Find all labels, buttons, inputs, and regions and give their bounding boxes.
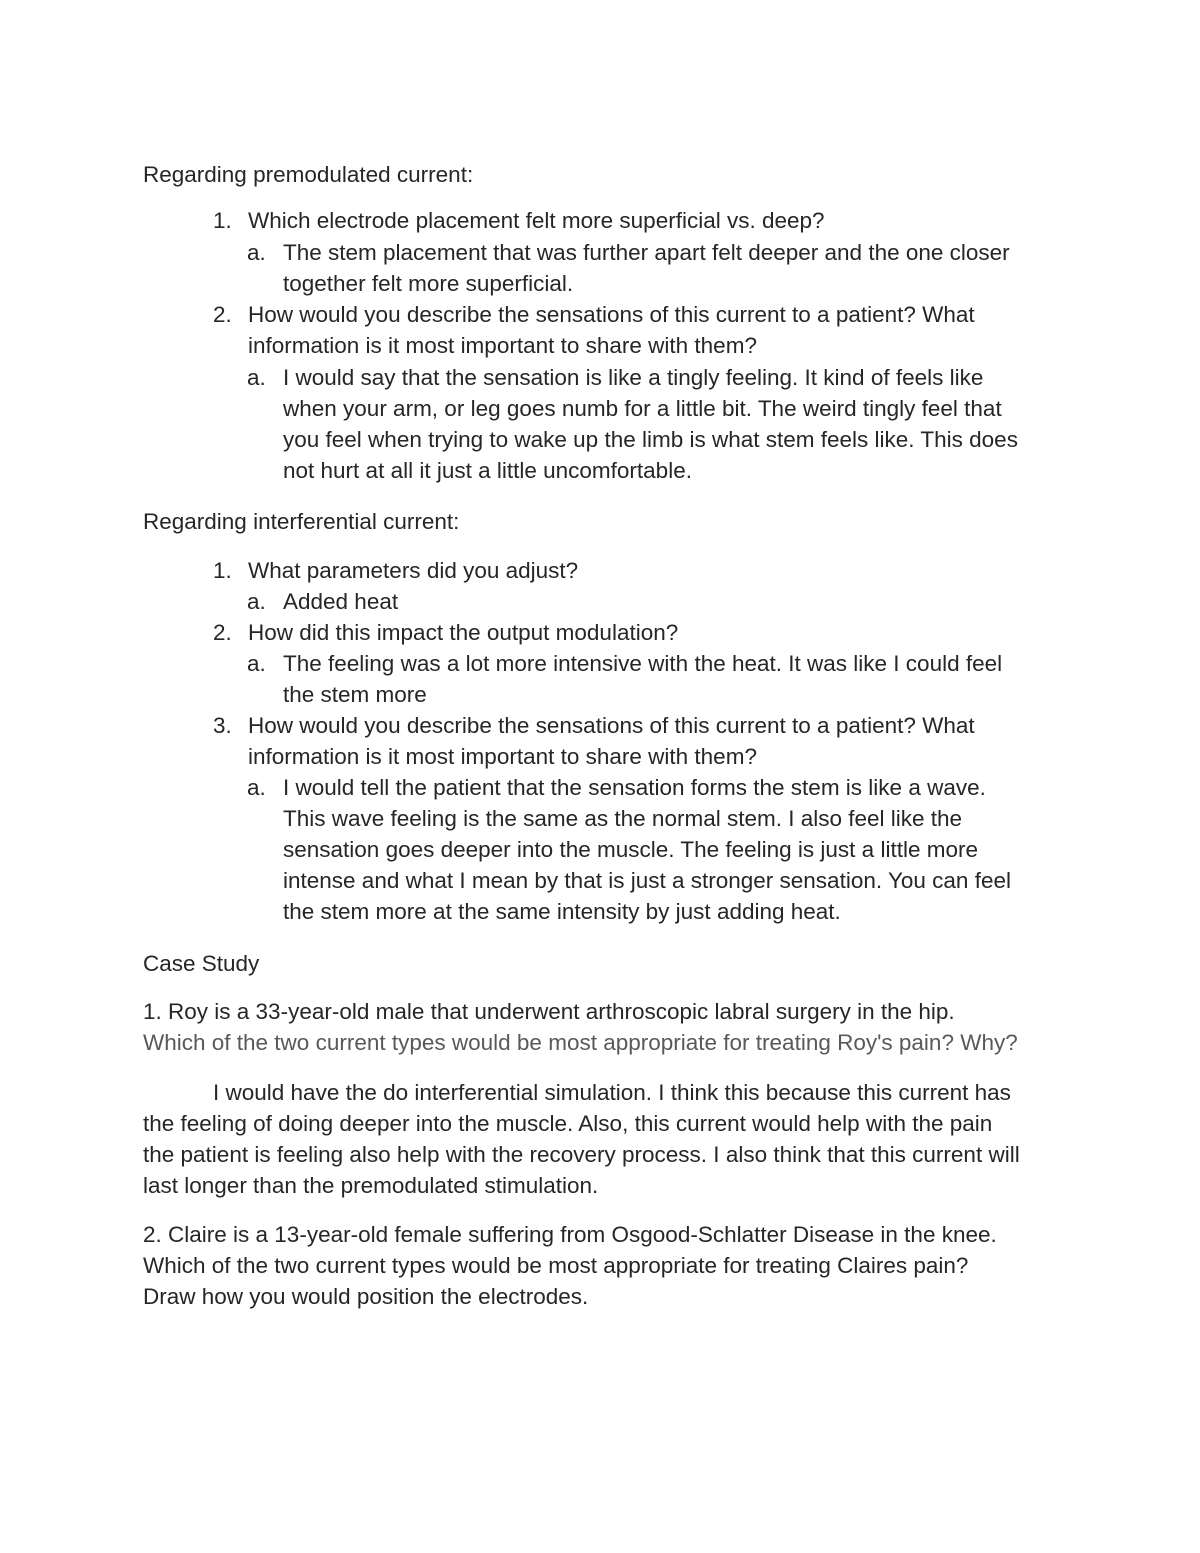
answer-text: The feeling was a lot more intensive with the heat. It was like I could feel bbox=[283, 651, 1003, 676]
question-text: Which electrode placement felt more superficial vs. deep? bbox=[248, 208, 825, 233]
case2-prompt-line: 2. Claire is a 13-year-old female suffering from Osgood-Schlatter Disease in the knee. bbox=[143, 1222, 997, 1247]
answer-marker: a. bbox=[247, 365, 266, 390]
case1-prompt: 1. Roy is a 33-year-old male that underwent arthroscopic labral surgery in the hip. bbox=[143, 999, 955, 1024]
list-number: 1. bbox=[213, 558, 232, 583]
case1-answer-line: last longer than the premodulated stimulation. bbox=[143, 1173, 599, 1198]
answer-text: I would tell the patient that the sensation forms the stem is like a wave. bbox=[283, 775, 986, 800]
section-heading-interferential: Regarding interferential current: bbox=[143, 509, 460, 534]
answer-text: not hurt at all it just a little uncomfortable. bbox=[283, 458, 692, 483]
question-text: What parameters did you adjust? bbox=[248, 558, 579, 583]
section-heading-premodulated: Regarding premodulated current: bbox=[143, 162, 474, 187]
case-study-heading: Case Study bbox=[143, 951, 260, 976]
question-text: How did this impact the output modulation? bbox=[248, 620, 679, 645]
list-number: 2. bbox=[213, 302, 232, 327]
case1-answer-line: the feeling of doing deeper into the muscle. Also, this current would help with the pain bbox=[143, 1111, 993, 1136]
answer-text: sensation goes deeper into the muscle. The feeling is just a little more bbox=[283, 837, 978, 862]
answer-marker: a. bbox=[247, 775, 266, 800]
list-number: 2. bbox=[213, 620, 232, 645]
case1-question: Which of the two current types would be most appropriate for treating Roy's pain? Why? bbox=[143, 1030, 1018, 1055]
case1-answer-line: the patient is feeling also help with the recovery process. I also think that this current will bbox=[143, 1142, 1020, 1167]
answer-text: you feel when trying to wake up the limb is what stem feels like. This does bbox=[283, 427, 1018, 452]
answer-marker: a. bbox=[247, 240, 266, 265]
case2-prompt-line: Draw how you would position the electrodes. bbox=[143, 1284, 589, 1309]
answer-text: the stem more bbox=[283, 682, 427, 707]
answer-text: the stem more at the same intensity by just adding heat. bbox=[283, 899, 841, 924]
case1-answer-line: I would have the do interferential simulation. I think this because this current has bbox=[213, 1080, 1011, 1105]
answer-text: I would say that the sensation is like a tingly feeling. It kind of feels like bbox=[283, 365, 984, 390]
answer-text: This wave feeling is the same as the normal stem. I also feel like the bbox=[283, 806, 963, 831]
answer-text: when your arm, or leg goes numb for a little bit. The weird tingly feel that bbox=[283, 396, 1002, 421]
list-number: 3. bbox=[213, 713, 232, 738]
answer-marker: a. bbox=[247, 651, 266, 676]
question-text: How would you describe the sensations of this current to a patient? What bbox=[248, 302, 975, 327]
answer-text: Added heat bbox=[283, 589, 399, 614]
answer-text: The stem placement that was further apart felt deeper and the one closer bbox=[283, 240, 1010, 265]
question-text: information is it most important to share with them? bbox=[248, 333, 757, 358]
question-text: information is it most important to share with them? bbox=[248, 744, 757, 769]
case2-prompt-line: Which of the two current types would be most appropriate for treating Claires pain? bbox=[143, 1253, 969, 1278]
answer-text: intense and what I mean by that is just a stronger sensation. You can feel bbox=[283, 868, 1011, 893]
list-number: 1. bbox=[213, 208, 232, 233]
answer-marker: a. bbox=[247, 589, 266, 614]
answer-text: together felt more superficial. bbox=[283, 271, 574, 296]
question-text: How would you describe the sensations of this current to a patient? What bbox=[248, 713, 975, 738]
